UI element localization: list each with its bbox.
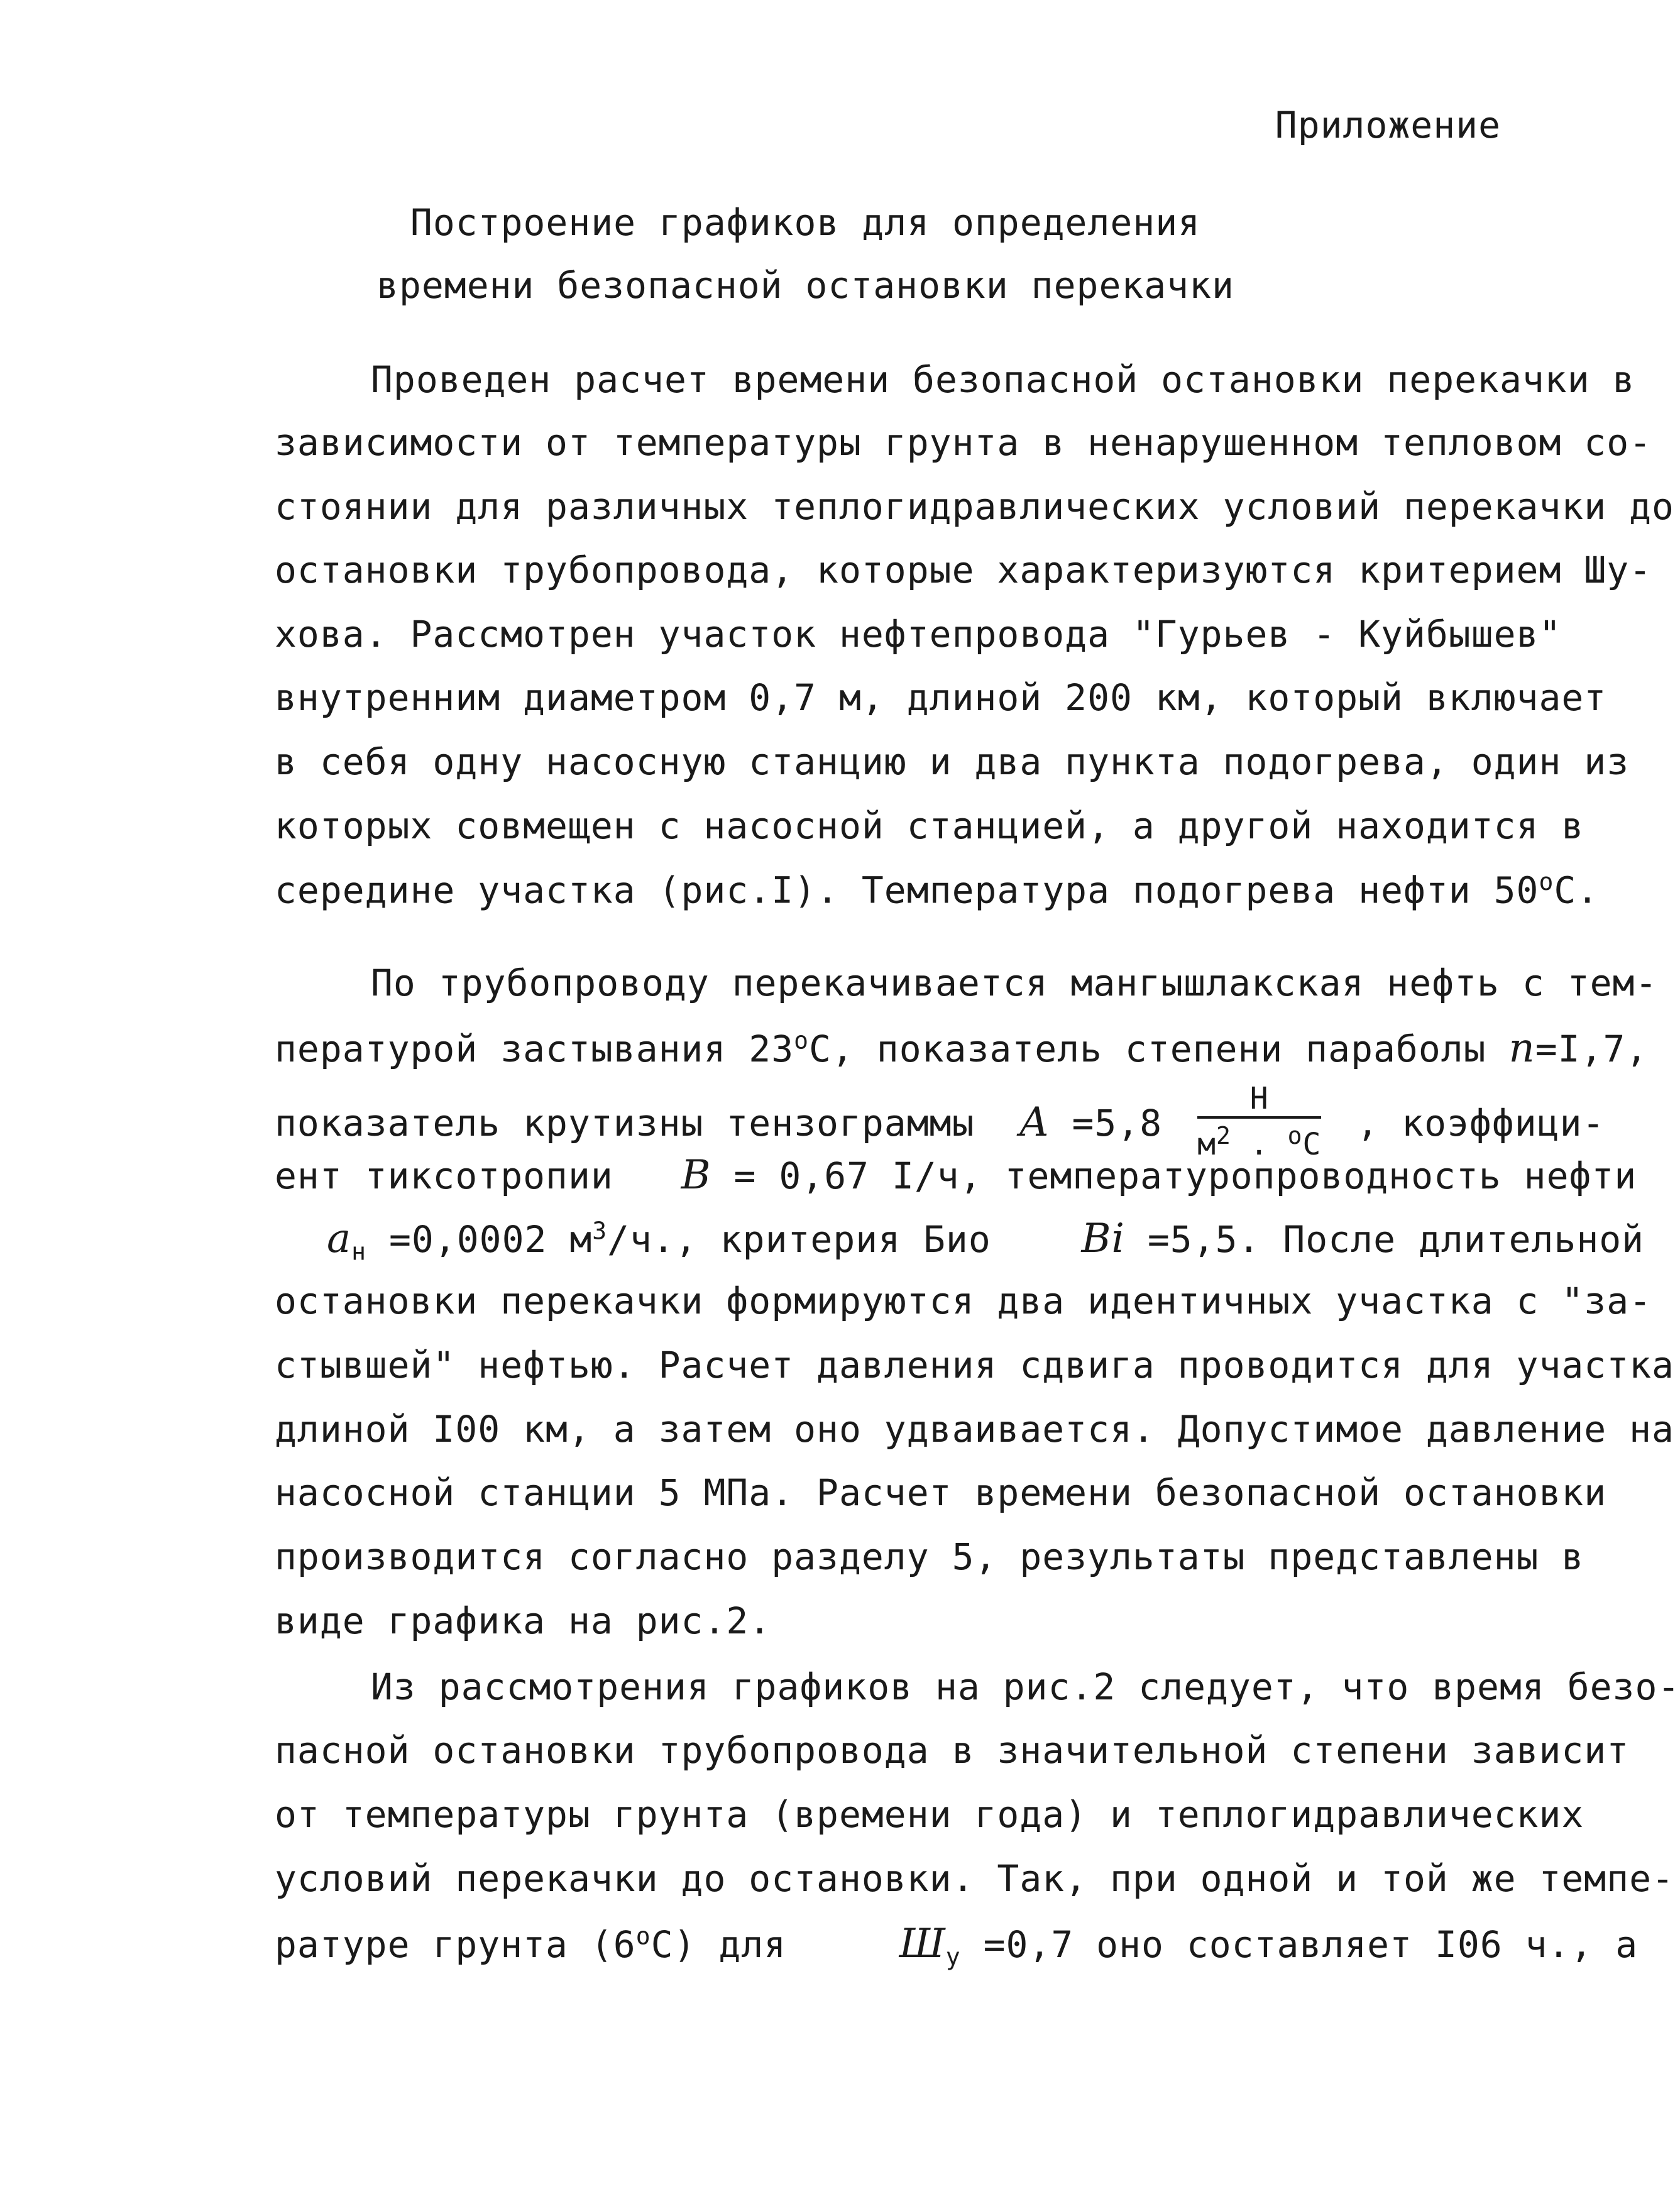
symbol-Sh: Ш: [899, 1921, 946, 1967]
subscript-u: у: [945, 1943, 961, 1971]
text-run: /ч., критерия Био: [607, 1218, 991, 1261]
paragraph-line: [275, 1152, 1637, 1199]
unit-c: С: [1302, 1127, 1322, 1162]
paragraph-line: По трубопроводу перекачивается мангышлакская нефть с тем-: [371, 962, 1658, 1004]
text-run: = 0,67 I/ч, температуропроводность нефти: [733, 1155, 1637, 1197]
title-line-1: Построение графиков для определения: [410, 201, 1201, 244]
text-run: =5,5. После длительной: [1147, 1218, 1645, 1261]
subscript-n: н: [351, 1237, 367, 1266]
unit-dot: .: [1231, 1127, 1288, 1162]
unit-power: 2: [1216, 1122, 1231, 1149]
text-run: , коэффици-: [1356, 1102, 1605, 1145]
text-run: С, показатель степени параболы: [809, 1028, 1486, 1070]
text-run: ратуре грунта (6: [275, 1923, 636, 1966]
unit-fraction: [1197, 1082, 1321, 1161]
degree-sign: o: [794, 1026, 810, 1055]
paragraph-line: Из рассмотрения графиков на рис.2 следует, что время безо-: [371, 1665, 1680, 1708]
unit-m: м: [1197, 1127, 1216, 1162]
text-run: пературой застывания 23: [275, 1028, 794, 1070]
paragraph-line: условий перекачки до остановки. Так, при одной и той же темпе-: [275, 1857, 1674, 1900]
paragraph-line: зависимости от температуры грунта в ненарушенном тепловом со-: [275, 421, 1652, 464]
unit-numerator: Н: [1197, 1082, 1321, 1119]
text-run: показатель крутизны тензограммы: [275, 1102, 975, 1145]
text-run: С) для: [651, 1923, 787, 1966]
paragraph-line: стывшей" нефтью. Расчет давления сдвига проводится для участка: [275, 1344, 1674, 1386]
paragraph-line: остановки перекачки формируются два идентичных участка с "за-: [275, 1280, 1652, 1322]
symbol-a: a: [327, 1215, 352, 1262]
paragraph-line: которых совмещен с насосной станцией, а другой находится в: [275, 804, 1584, 847]
title-line-2: времени безопасной остановки перекачки: [376, 264, 1234, 307]
paragraph-line: виде графика на рис.2.: [275, 1599, 772, 1642]
text-run: ент тиксотропии: [275, 1155, 613, 1197]
paragraph-line: остановки трубопровода, которые характеризуются критерием Шу-: [275, 549, 1652, 591]
text-run: =0,0002 м: [388, 1218, 593, 1261]
paragraph-line: насосной станции 5 МПа. Расчет времени безопасной остановки: [275, 1471, 1607, 1514]
paragraph-line: внутренним диаметром 0,7 м, длиной 200 км, который включает: [275, 676, 1607, 719]
appendix-label: Приложение: [1275, 104, 1501, 146]
paragraph-line: [275, 1921, 1638, 1971]
paragraph-line: [275, 1025, 1648, 1072]
text-run: С.: [1554, 869, 1600, 912]
symbol-B: B: [681, 1152, 711, 1199]
paragraph-line: пасной остановки трубопровода в значительной степени зависит: [275, 1729, 1630, 1772]
paragraph-line: в себя одну насосную станцию и два пункта подогрева, один из: [275, 740, 1630, 783]
symbol-A: A: [1019, 1099, 1050, 1146]
text-run: середине участка (рис.I). Температура подогрева нефти 50: [275, 869, 1539, 912]
text-run: =5,8: [1072, 1102, 1163, 1145]
text-run: =I,7,: [1535, 1028, 1649, 1070]
paragraph-line: хова. Рассмотрен участок нефтепровода "Гурьев - Куйбышев": [275, 613, 1562, 656]
paragraph-line: [327, 1215, 1644, 1266]
paragraph-line: [275, 868, 1599, 911]
paragraph-line: стоянии для различных теплогидравлических условий перекачки до: [275, 485, 1674, 528]
degree-sign: o: [1287, 1122, 1303, 1149]
symbol-n: n: [1508, 1025, 1535, 1072]
cube-sign: 3: [592, 1217, 608, 1245]
text-run: =0,7 оно составляет I06 ч., а: [983, 1923, 1639, 1966]
degree-sign: o: [1539, 868, 1554, 896]
symbol-Bi: Bi: [1081, 1215, 1125, 1262]
paragraph-line: производится согласно разделу 5, результаты представлены в: [275, 1535, 1584, 1578]
paragraph-line: от температуры грунта (времени года) и теплогидравлических: [275, 1793, 1584, 1836]
paragraph-line: длиной I00 км, а затем оно удваивается. Допустимое давление на: [275, 1408, 1674, 1451]
paragraph-line: Проведен расчет времени безопасной остановки перекачки в: [371, 358, 1635, 401]
degree-sign: o: [635, 1922, 651, 1950]
